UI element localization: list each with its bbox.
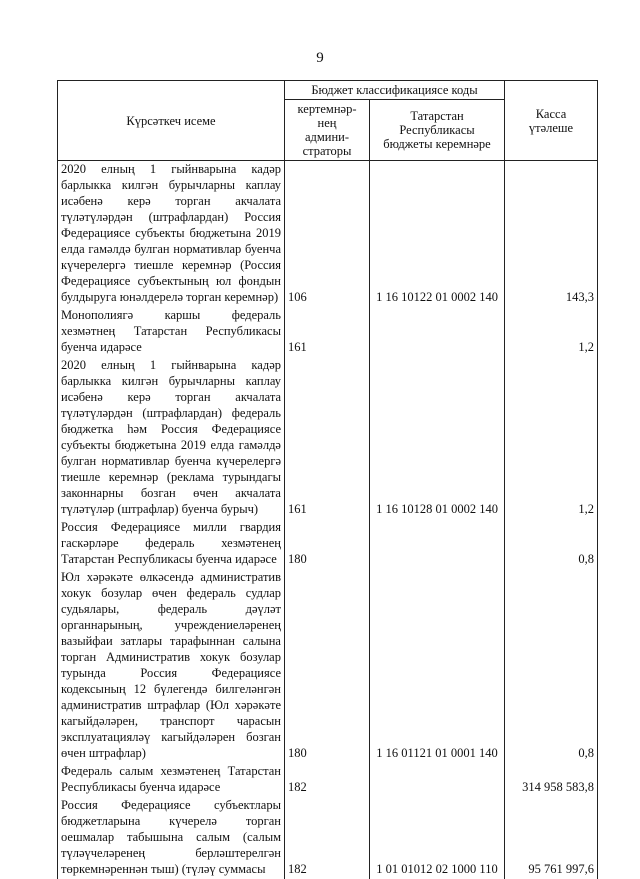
- row-amount: 0,8: [505, 519, 598, 569]
- page-number: 9: [0, 50, 640, 67]
- header-cash-execution: Касса үтәлеше: [505, 81, 598, 161]
- row-admin: 182: [285, 763, 370, 797]
- row-code: [370, 307, 505, 357]
- row-code: [370, 519, 505, 569]
- row-admin: 161: [285, 357, 370, 519]
- row-code: 1 01 01012 02 1000 110: [370, 797, 505, 879]
- budget-table: [57, 80, 598, 879]
- row-name: Монополиягә каршы федераль хезмәтнең Татарстан Республикасы буенча идарәсе: [58, 307, 285, 357]
- row-amount: 1,2: [505, 307, 598, 357]
- row-amount: 0,8: [505, 569, 598, 763]
- row-name: Юл хәрәкәте өлкәсендә административ хокук бозулар өчен федераль судлар судьялары, федераль дәүләт органнарының, учреждениеләренең вазыйфаи затлары тарафыннан салына торган Административ хокук бозулар турында Россия Федерациясе кодексының 12 бүлегендә билгеләнгән административ штрафлар (Юл хәрәкәте кагыйдәләрен, транспорт чарасын эксплуатацияләү кагыйдәләрен бозган өчен штрафлар): [58, 569, 285, 763]
- row-amount: 1,2: [505, 357, 598, 519]
- row-name: 2020 елның 1 гыйнварына кадәр барлыкка килгән бурычларны каплау исәбенә керә торган акчалата түләтүләрдән (штрафлардан) федераль бюджетка һәм Россия Федерациясе субъекты бюджетына 2019 елда гамәлдә булган нормативлар буенча күчерелергә тиешле керемнәр (реклама турындагы законнарны бозган өчен акчалата түләтүләр (штрафлар) буенча бурыч): [58, 357, 285, 519]
- row-code: [370, 763, 505, 797]
- table-row: [58, 797, 598, 879]
- row-amount: 314 958 583,8: [505, 763, 598, 797]
- row-name: 2020 елның 1 гыйнварына кадәр барлыкка килгән бурычларны каплау исәбенә керә торган акчалата түләтүләрдән (штрафлардан) Россия Федерациясе субъекты бюджетына 2019 елда гамәлдә булган нормативлар буенча күчерелергә тиешле керемнәр (Россия Федерациясе субъектының юл фондын булдыруга юнәлдерелә торган керемнәр): [58, 161, 285, 308]
- row-amount: 143,3: [505, 161, 598, 308]
- row-admin: 180: [285, 519, 370, 569]
- header-indicator-name: Күрсәткеч исеме: [58, 81, 285, 161]
- row-admin: 161: [285, 307, 370, 357]
- row-code: 1 16 01121 01 0001 140: [370, 569, 505, 763]
- row-code: 1 16 10122 01 0002 140: [370, 161, 505, 308]
- table-row: [58, 357, 598, 519]
- table-row: [58, 569, 598, 763]
- table-header: [58, 81, 598, 161]
- table-row: [58, 763, 598, 797]
- table-row: [58, 519, 598, 569]
- row-name: Россия Федерациясе милли гвардия гаскәрләре федераль хезмәтенең Татарстан Республикасы буенча идарәсе: [58, 519, 285, 569]
- row-admin: 180: [285, 569, 370, 763]
- table-body: [58, 161, 598, 879]
- table-row: [58, 161, 598, 308]
- row-amount: 95 761 997,6: [505, 797, 598, 879]
- row-name: Россия Федерациясе субъектлары бюджетларына күчерелә торган оешмалар табышына салым (салым түләүчеләренең берләштерелгән төркемнәреннән тыш) (түләү суммасы: [58, 797, 285, 879]
- row-code: 1 16 10128 01 0002 140: [370, 357, 505, 519]
- header-budget-codes: Бюджет классификациясе коды: [285, 81, 505, 100]
- header-revenue: Татарстан Республикасы бюджеты керемнәре: [370, 100, 505, 161]
- table-row: [58, 307, 598, 357]
- row-admin: 182: [285, 797, 370, 879]
- row-name: Федераль салым хезмәтенең Татарстан Республикасы буенча идарәсе: [58, 763, 285, 797]
- header-admin: кертемнәр- нең админи- страторы: [285, 100, 370, 161]
- row-admin: 106: [285, 161, 370, 308]
